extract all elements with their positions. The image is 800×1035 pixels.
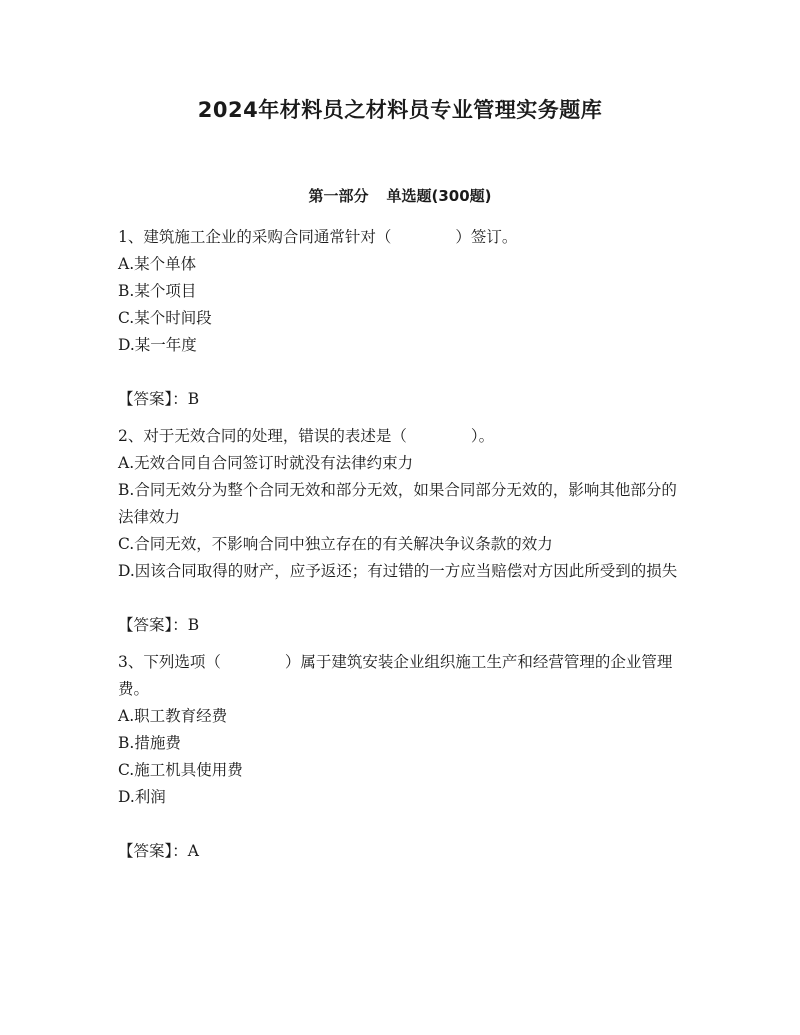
- question-list: [118, 224, 688, 875]
- section-heading-text: 单选题(300题): [386, 187, 492, 205]
- option-a: A.某个单体: [118, 255, 197, 273]
- option-a: A.职工教育经费: [118, 707, 228, 725]
- stem-text-before: 1、建筑施工企业的采购合同通常针对（: [118, 228, 392, 246]
- answer-label: 【答案】：: [118, 390, 188, 408]
- option-c: C.合同无效，不影响合同中独立存在的有关解决争议条款的效力: [118, 535, 553, 553]
- question-3: [118, 649, 688, 865]
- option-c: C.施工机具使用费: [118, 761, 243, 779]
- option-b: B.措施费: [118, 734, 181, 752]
- document-title: 2024年材料员之材料员专业管理实务题库: [197, 98, 603, 122]
- section-label: 第一部分: [308, 187, 369, 205]
- stem-text-before: 2、对于无效合同的处理，错误的表述是（: [118, 427, 407, 445]
- answer-value: B: [187, 616, 200, 634]
- answer-line: [118, 386, 688, 413]
- answer-value: A: [187, 842, 199, 860]
- option-c: C.某个时间段: [118, 309, 212, 327]
- stem-text-after: ）。: [470, 427, 495, 445]
- answer-line: [118, 612, 688, 639]
- option-b: B.某个项目: [118, 282, 197, 300]
- option-b: B.合同无效分为整个合同无效和部分无效，如果合同部分无效的，影响其他部分的法律效力: [118, 481, 677, 526]
- option-d: D.利润: [118, 788, 166, 806]
- option-d: D.某一年度: [118, 336, 197, 354]
- question-1: [118, 224, 688, 413]
- stem-text-after: ）签订。: [455, 228, 518, 246]
- question-stem: [118, 423, 688, 450]
- answer-label: 【答案】：: [118, 616, 188, 634]
- question-stem: [118, 649, 688, 703]
- option-a: A.无效合同自合同签订时就没有法律约束力: [118, 454, 414, 472]
- answer-value: B: [187, 390, 200, 408]
- section-heading: [0, 185, 800, 206]
- question-2: [118, 423, 688, 639]
- stem-text-after: ）属于建筑安装企业组织施工生产和经营管理的企业管理费。: [118, 653, 673, 698]
- stem-text-before: 3、下列选项（: [118, 653, 221, 671]
- answer-label: 【答案】：: [118, 842, 188, 860]
- answer-line: [118, 838, 688, 865]
- question-stem: [118, 224, 688, 251]
- option-d: D.因该合同取得的财产，应予返还；有过错的一方应当赔偿对方因此所受到的损失: [118, 562, 678, 580]
